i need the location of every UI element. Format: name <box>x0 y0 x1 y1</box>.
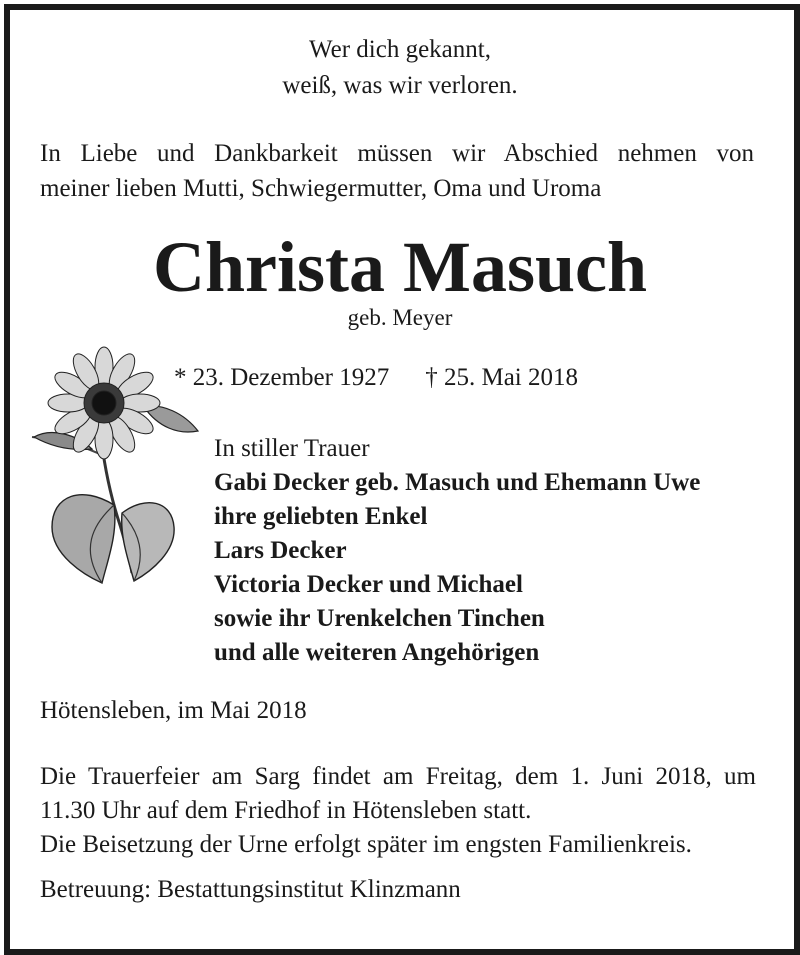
intro-line-2: meiner lieben Mutti, Schwiegermutter, Oma und Uroma <box>40 175 602 202</box>
mourner-line: sowie ihr Urenkelchen Tinchen <box>214 605 545 632</box>
funeral-home: Betreuung: Bestattungsinstitut Klinzmann <box>40 876 461 903</box>
poem <box>0 32 800 104</box>
mourner-line: Lars Decker <box>214 537 347 564</box>
poem-line-2: weiß, was wir verloren. <box>282 72 518 99</box>
service-line-2: 11.30 Uhr auf dem Friedhof in Hötensleben statt. <box>40 797 532 824</box>
maiden-name: geb. Meyer <box>347 305 453 330</box>
deceased-name: Christa Masuch <box>152 227 647 307</box>
mourners-heading: In stiller Trauer <box>214 435 370 462</box>
place-date: Hötensleben, im Mai 2018 <box>40 697 307 724</box>
mourners-block <box>214 432 700 670</box>
service-line-3: Die Beisetzung der Urne erfolgt später im engsten Familienkreis. <box>40 831 692 858</box>
life-dates <box>174 364 578 392</box>
poem-line-1: Wer dich gekannt, <box>309 36 491 63</box>
mourner-line: ihre geliebten Enkel <box>214 503 428 530</box>
intro-text <box>40 136 754 206</box>
death-date: † 25. Mai 2018 <box>425 364 578 391</box>
service-info <box>40 760 756 862</box>
birth-date: * 23. Dezember 1927 <box>174 364 390 391</box>
service-line-1: Die Trauerfeier am Sarg findet am Freitag, dem 1. Juni 2018, um <box>40 763 756 790</box>
mourner-line: Gabi Decker geb. Masuch und Ehemann Uwe <box>214 469 701 496</box>
mourner-line: und alle weiteren Angehörigen <box>214 639 540 666</box>
intro-line-1: In Liebe und Dankbarkeit müssen wir Abschied nehmen von <box>40 140 754 167</box>
mourner-line: Victoria Decker und Michael <box>214 571 523 598</box>
